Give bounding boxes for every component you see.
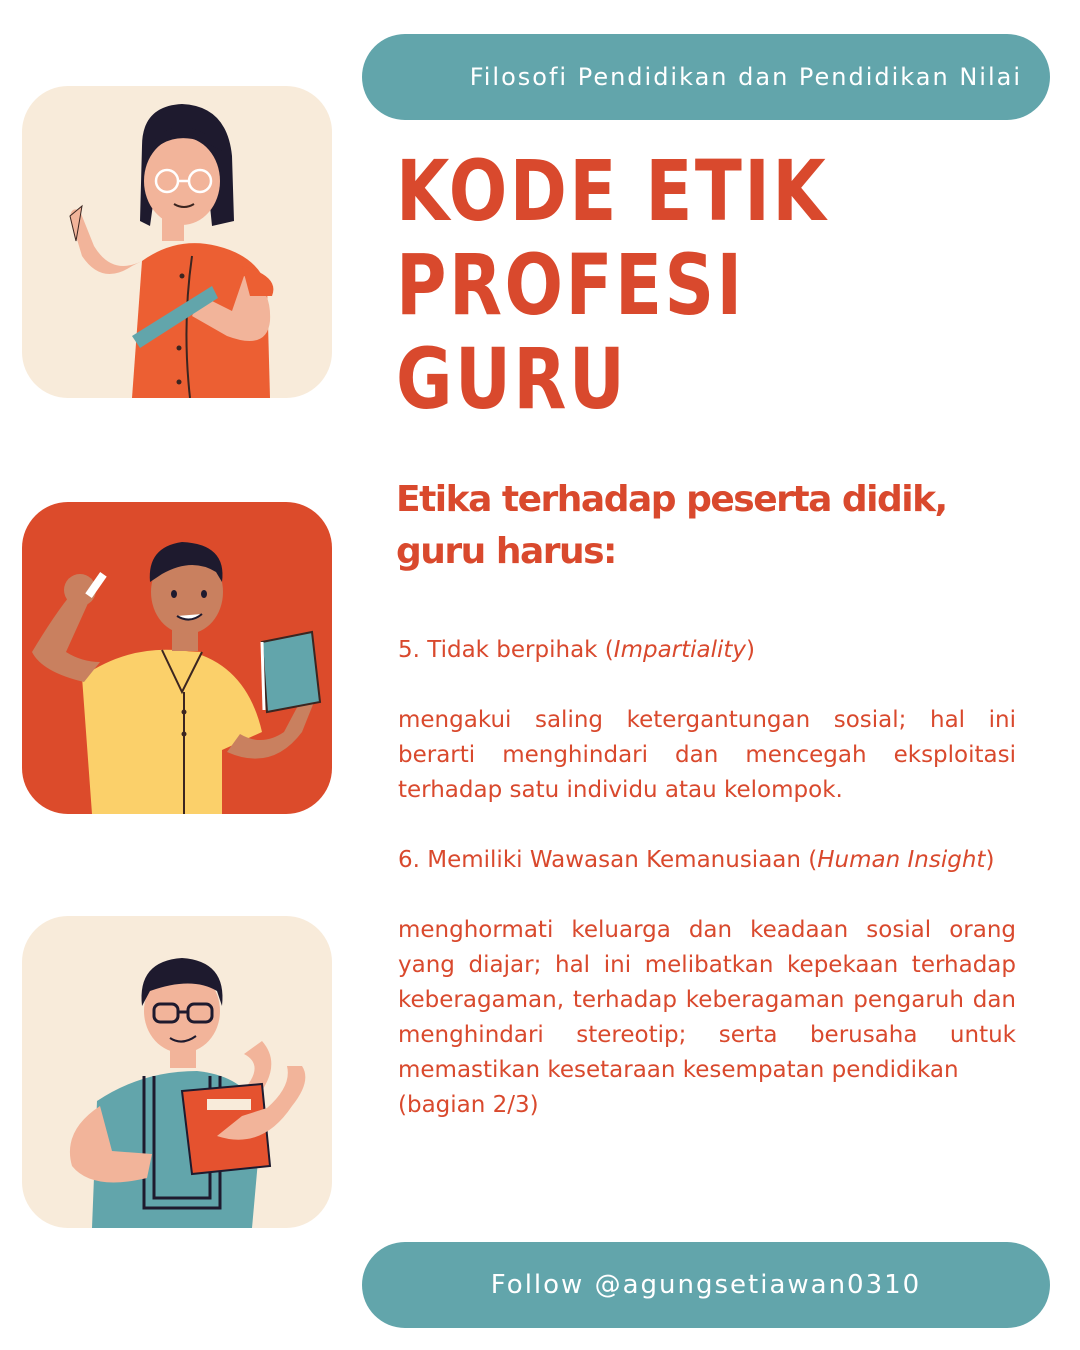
point-heading [398, 633, 1016, 668]
follow-label: Follow @agungsetiawan0310 [490, 1270, 922, 1300]
teacher-man-chalk-icon [22, 502, 332, 814]
title-line-1: KODE ETIK [396, 142, 829, 240]
point-heading [398, 843, 1016, 878]
teacher-woman-icon [22, 86, 332, 398]
follow-pill[interactable] [362, 1242, 1050, 1328]
ethics-points [398, 633, 1016, 1123]
category-label: Filosofi Pendidikan dan Pendidikan Nilai [469, 63, 1022, 91]
point-term: Impartiality [613, 637, 747, 663]
point-term: Human Insight [817, 847, 986, 873]
subtitle-line-2: guru harus: [396, 531, 616, 572]
subtitle-line-1: Etika terhadap peserta didik, [396, 479, 947, 520]
point-number-label: 6. Memiliki Wawasan Kemanusiaan ( [398, 847, 818, 873]
point-number-label: 5. Tidak berpihak ( [398, 637, 614, 663]
point-description: menghormati keluarga dan keadaan sosial orang yang diajar; hal ini melibatkan kepekaan terhadap keberagaman, terhadap keberagaman pengaruh dan menghindari stereotip; serta berusaha untuk memastikan kesetaraan kesempatan pendidikan [398, 917, 1016, 1083]
part-label: (bagian 2/3) [398, 1092, 539, 1118]
point-heading-suffix: ) [985, 847, 995, 873]
point-heading-suffix: ) [746, 637, 756, 663]
title-line-3: GURU [396, 330, 628, 428]
teacher-man-glasses-icon [22, 916, 332, 1228]
teacher-man-chalk-illustration [22, 502, 332, 814]
teacher-woman-illustration [22, 86, 332, 398]
page-title [396, 144, 828, 426]
section-subtitle [396, 474, 956, 578]
title-line-2: PROFESI [396, 236, 745, 334]
point-description: mengakui saling ketergantungan sosial; hal ini berarti menghindari dan mencegah eksploitasi terhadap satu individu atau kelompok. [398, 707, 1016, 803]
teacher-man-glasses-illustration [22, 916, 332, 1228]
category-pill [362, 34, 1050, 120]
